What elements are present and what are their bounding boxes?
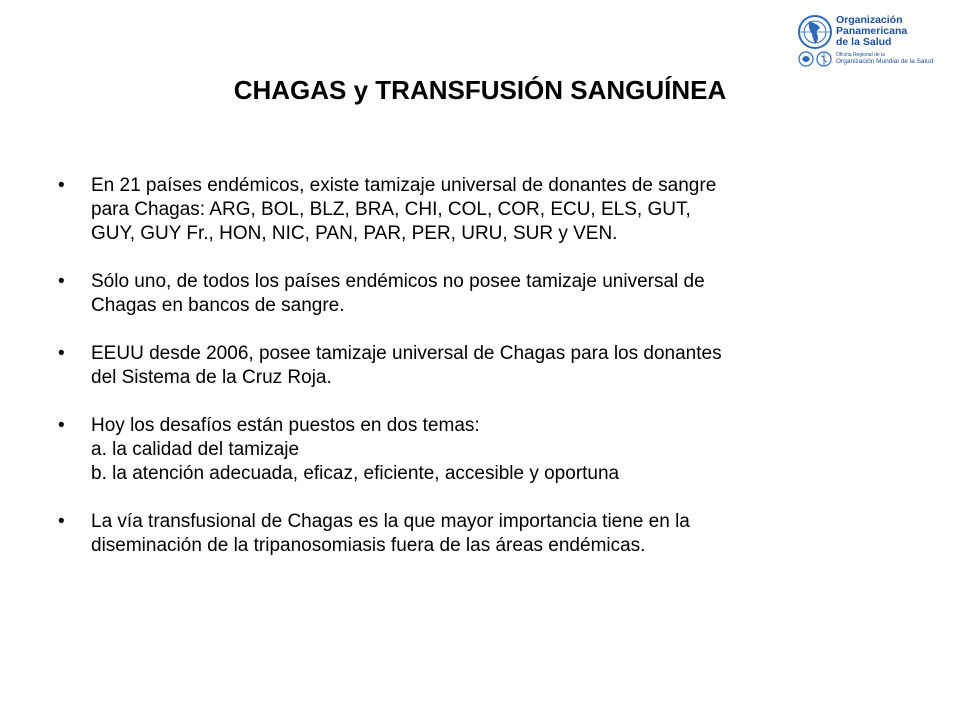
bullet-marker: •: [58, 271, 65, 292]
logo-subtitle-line-2: Organización Mundial de la Salud: [836, 58, 934, 65]
bullet-item: [58, 510, 868, 558]
logo-name-line-1: Organización: [836, 14, 903, 26]
bullet-item: [58, 342, 868, 390]
logo-subtitle-line-1: Oficina Regional de la: [836, 52, 885, 58]
bullet-item: [58, 270, 868, 318]
bullet-marker: •: [58, 343, 65, 364]
bullet-text: En 21 países endémicos, existe tamizaje universal de donantes de sangre para Chagas: ARG, BOL, BLZ, BRA, CHI, COL, COR, ECU, ELS, GUT, GUY, GUY Fr., HON, NIC, PAN, PAR, PER, URU, SUR y VEN.: [91, 175, 717, 244]
bullet-text: EEUU desde 2006, posee tamizaje universal de Chagas para los donantes del Sistema de la Cruz Roja.: [91, 343, 722, 388]
paho-logo: [796, 10, 954, 70]
bullet-marker: •: [58, 415, 65, 436]
paho-emblem-icon: [796, 10, 834, 68]
bullet-marker: •: [58, 511, 65, 532]
logo-name-line-2: Panamericana: [836, 25, 908, 37]
logo-name-line-3: de la Salud: [836, 36, 892, 48]
logo-text: [836, 15, 954, 66]
bullet-list: [58, 174, 868, 582]
bullet-item: [58, 414, 868, 486]
bullet-text: Hoy los desafíos están puestos en dos temas: a. la calidad del tamizaje b. la atención adecuada, eficaz, eficiente, accesible y oportuna: [91, 415, 620, 484]
bullet-text: La vía transfusional de Chagas es la que mayor importancia tiene en la diseminación de la tripanosomiasis fuera de las áreas endémicas.: [91, 511, 690, 556]
bullet-item: [58, 174, 868, 246]
slide-title: CHAGAS y TRANSFUSIÓN SANGUÍNEA: [233, 75, 727, 105]
bullet-text: Sólo uno, de todos los países endémicos no posee tamizaje universal de Chagas en bancos de sangre.: [91, 271, 705, 316]
bullet-marker: •: [58, 175, 65, 196]
